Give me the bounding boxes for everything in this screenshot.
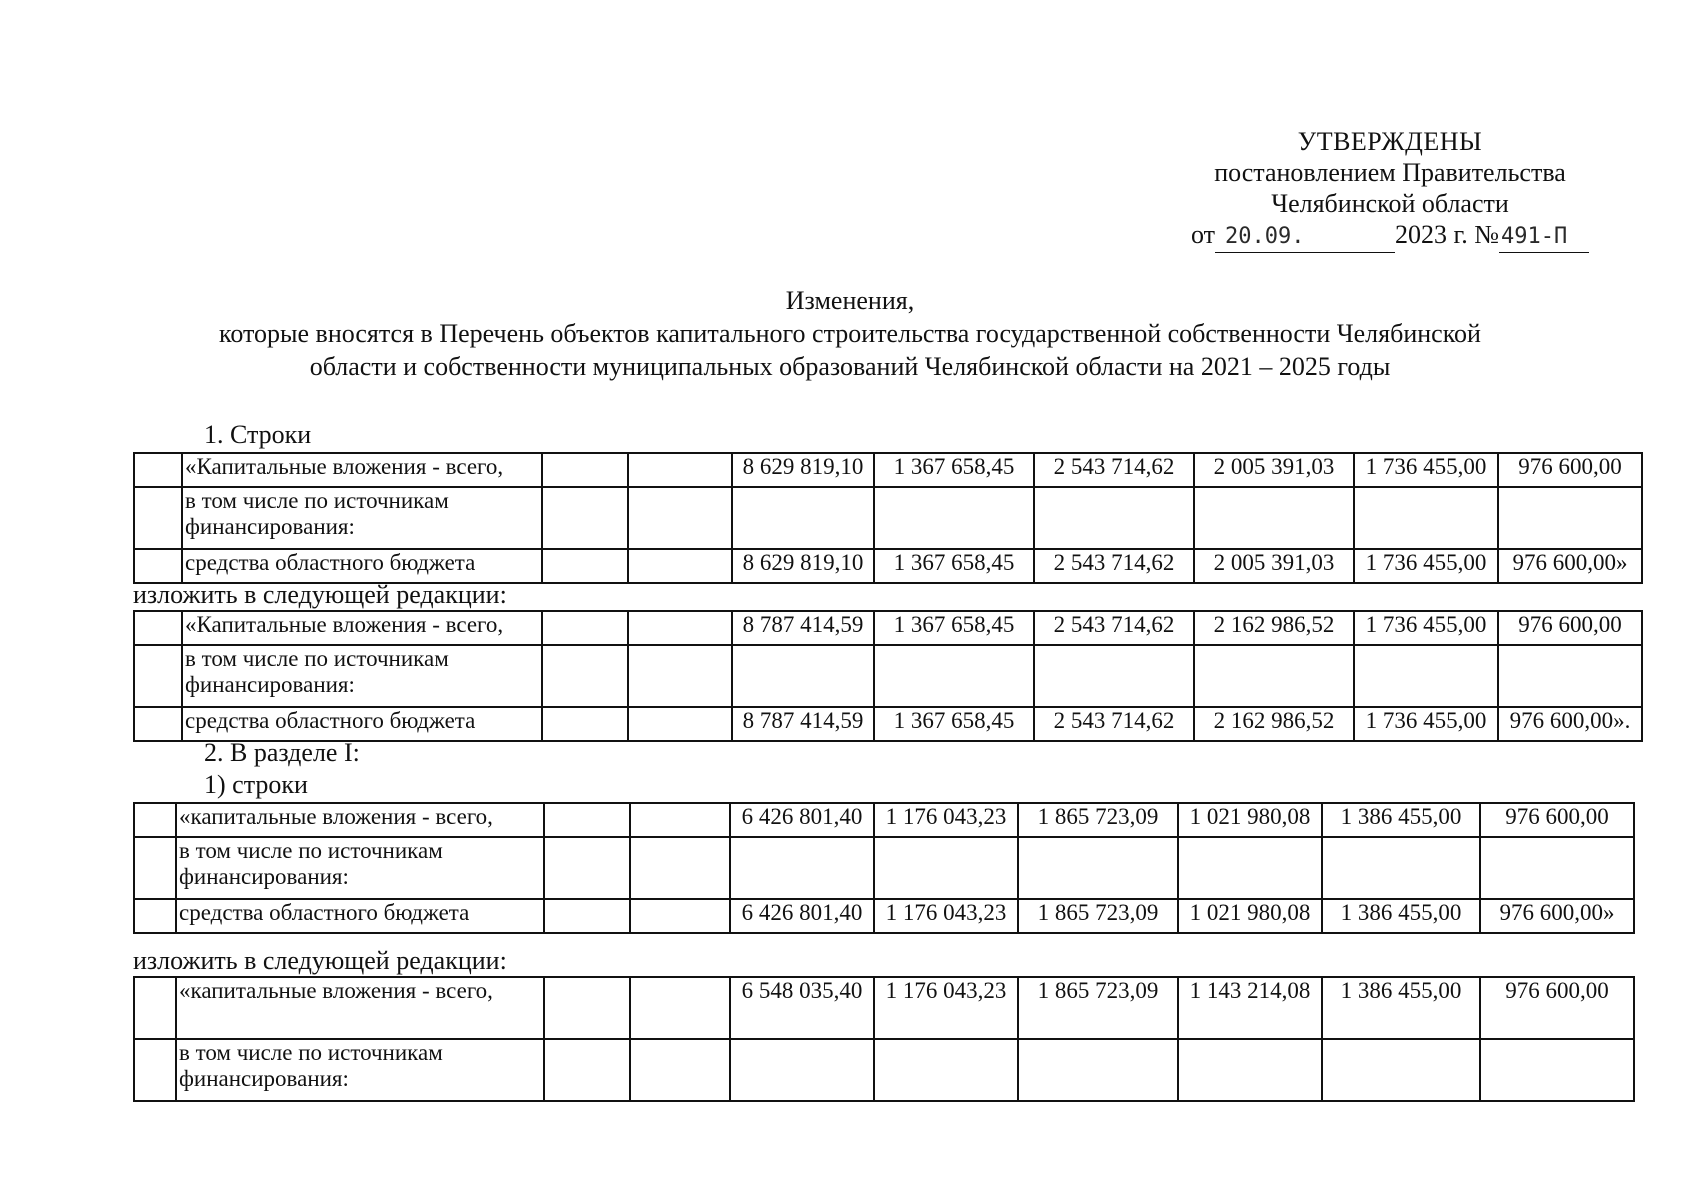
year-value-cell: 2 005 391,03 [1194, 549, 1354, 583]
empty-cell [628, 645, 732, 707]
row-number-cell [134, 707, 182, 741]
empty-cell [628, 611, 732, 645]
year-value-cell [1322, 1039, 1480, 1101]
table-row [134, 803, 1634, 837]
year-value-cell: 1 021 980,08 [1178, 803, 1322, 837]
total-value-cell [732, 487, 874, 549]
row-label-cell: «Капитальные вложения - всего, [182, 611, 542, 645]
approval-line-2: постановлением Правительства [1214, 158, 1566, 187]
total-value-cell [730, 837, 874, 899]
year-value-cell: 976 600,00» [1498, 549, 1642, 583]
empty-cell [542, 707, 628, 741]
table-row [134, 707, 1642, 741]
year-value-cell [1034, 645, 1194, 707]
total-value-cell [730, 1039, 874, 1101]
row-number-cell [134, 1039, 176, 1101]
section-2-replace-label: изложить в следующей редакции: [133, 946, 507, 975]
table-row [134, 977, 1634, 1039]
handwritten-number: 491-П [1499, 221, 1589, 253]
title-line-3: области и собственности муниципальных образований Челябинской области на 2021 – 2025 годы [309, 352, 1391, 381]
year-value-cell: 976 600,00 [1498, 611, 1642, 645]
year-value-cell: 1 736 455,00 [1354, 453, 1498, 487]
year-value-cell: 1 176 043,23 [874, 977, 1018, 1039]
year-value-cell [1498, 487, 1642, 549]
table-row [134, 453, 1642, 487]
table-row [134, 549, 1642, 583]
total-value-cell: 6 548 035,40 [730, 977, 874, 1039]
empty-cell [630, 1039, 730, 1101]
year-value-cell: 1 386 455,00 [1322, 977, 1480, 1039]
empty-cell [542, 645, 628, 707]
document-title [120, 284, 1580, 383]
year-value-cell [1194, 487, 1354, 549]
year-value-cell: 2 005 391,03 [1194, 453, 1354, 487]
row-number-cell [134, 453, 182, 487]
empty-cell [630, 899, 730, 933]
total-value-cell: 6 426 801,40 [730, 803, 874, 837]
year-value-cell: 2 162 986,52 [1194, 707, 1354, 741]
table-row [134, 1039, 1634, 1101]
year-value-cell: 1 021 980,08 [1178, 899, 1322, 933]
year-value-cell: 976 600,00» [1480, 899, 1634, 933]
empty-cell [542, 453, 628, 487]
year-value-cell: 1 386 455,00 [1322, 803, 1480, 837]
empty-cell [628, 707, 732, 741]
total-value-cell: 8 787 414,59 [732, 611, 874, 645]
year-value-cell: 1 736 455,00 [1354, 549, 1498, 583]
from-label: от [1190, 220, 1215, 249]
empty-cell [544, 899, 630, 933]
year-value-cell: 1 367 658,45 [874, 453, 1034, 487]
year-value-cell: 1 386 455,00 [1322, 899, 1480, 933]
year-value-cell: 976 600,00 [1480, 803, 1634, 837]
year-value-cell [1034, 487, 1194, 549]
year-value-cell: 1 865 723,09 [1018, 803, 1178, 837]
table-row [134, 611, 1642, 645]
row-label-cell: «капитальные вложения - всего, [176, 977, 544, 1039]
year-value-cell: 1 176 043,23 [874, 803, 1018, 837]
row-label-cell: средства областного бюджета [182, 549, 542, 583]
year-value-cell [874, 487, 1034, 549]
year-value-cell: 1 865 723,09 [1018, 899, 1178, 933]
number-label: № [1474, 220, 1500, 249]
empty-cell [544, 977, 630, 1039]
empty-cell [630, 837, 730, 899]
year-value-cell: 1 367 658,45 [874, 611, 1034, 645]
table-section2-old [133, 802, 1635, 934]
row-label-cell: «Капитальные вложения - всего, [182, 453, 542, 487]
section-1-label: 1. Строки [204, 420, 312, 449]
table-row [134, 899, 1634, 933]
year-value-cell [874, 645, 1034, 707]
empty-cell [542, 611, 628, 645]
table-row [134, 487, 1642, 549]
year-value-cell: 976 600,00 [1480, 977, 1634, 1039]
total-value-cell [732, 645, 874, 707]
section-2-sublabel: 1) строки [204, 770, 308, 799]
row-label-cell: средства областного бюджета [176, 899, 544, 933]
row-label-cell: «капитальные вложения - всего, [176, 803, 544, 837]
year-label: 2023 г. [1394, 220, 1468, 249]
total-value-cell: 8 787 414,59 [732, 707, 874, 741]
total-value-cell: 8 629 819,10 [732, 549, 874, 583]
year-value-cell: 2 543 714,62 [1034, 611, 1194, 645]
year-value-cell [874, 1039, 1018, 1101]
year-value-cell: 2 162 986,52 [1194, 611, 1354, 645]
year-value-cell [1498, 645, 1642, 707]
empty-cell [542, 487, 628, 549]
table-row [134, 837, 1634, 899]
title-line-1: Изменения, [785, 286, 915, 315]
row-label-cell: средства областного бюджета [182, 707, 542, 741]
title-line-2: которые вносятся в Перечень объектов капитального строительства государственной собственности Челябинской [219, 319, 1481, 348]
year-value-cell [1178, 1039, 1322, 1101]
section-1-replace-label: изложить в следующей редакции: [133, 580, 507, 609]
table-section1-old [133, 452, 1643, 584]
empty-cell [630, 977, 730, 1039]
year-value-cell: 1 736 455,00 [1354, 611, 1498, 645]
row-number-cell [134, 899, 176, 933]
year-value-cell: 1 367 658,45 [874, 707, 1034, 741]
year-value-cell [1480, 837, 1634, 899]
year-value-cell [1194, 645, 1354, 707]
year-value-cell [1322, 837, 1480, 899]
empty-cell [544, 1039, 630, 1101]
empty-cell [542, 549, 628, 583]
year-value-cell: 2 543 714,62 [1034, 453, 1194, 487]
table-section1-new [133, 610, 1643, 742]
table-section2-new [133, 976, 1635, 1102]
year-value-cell [1018, 1039, 1178, 1101]
row-number-cell [134, 645, 182, 707]
row-number-cell [134, 611, 182, 645]
total-value-cell: 6 426 801,40 [730, 899, 874, 933]
year-value-cell [1018, 837, 1178, 899]
year-value-cell: 1 865 723,09 [1018, 977, 1178, 1039]
row-label-cell: в том числе по источникам финансирования: [182, 645, 542, 707]
year-value-cell [1354, 487, 1498, 549]
row-number-cell [134, 803, 176, 837]
row-label-cell: в том числе по источникам финансирования: [176, 837, 544, 899]
year-value-cell: 2 543 714,62 [1034, 707, 1194, 741]
empty-cell [628, 549, 732, 583]
total-value-cell: 8 629 819,10 [732, 453, 874, 487]
row-label-cell: в том числе по источникам финансирования: [176, 1039, 544, 1101]
year-value-cell: 1 176 043,23 [874, 899, 1018, 933]
year-value-cell [1354, 645, 1498, 707]
row-number-cell [134, 837, 176, 899]
empty-cell [544, 803, 630, 837]
year-value-cell: 1 367 658,45 [874, 549, 1034, 583]
row-number-cell [134, 549, 182, 583]
year-value-cell [1480, 1039, 1634, 1101]
approval-block [1180, 126, 1600, 253]
empty-cell [628, 453, 732, 487]
row-label-cell: в том числе по источникам финансирования: [182, 487, 542, 549]
year-value-cell: 1 736 455,00 [1354, 707, 1498, 741]
year-value-cell: 976 600,00». [1498, 707, 1642, 741]
year-value-cell: 2 543 714,62 [1034, 549, 1194, 583]
row-number-cell [134, 487, 182, 549]
empty-cell [630, 803, 730, 837]
handwritten-date: 20.09. [1215, 221, 1395, 253]
table-row [134, 645, 1642, 707]
year-value-cell: 976 600,00 [1498, 453, 1642, 487]
approval-date-line [1180, 219, 1600, 253]
year-value-cell: 1 143 214,08 [1178, 977, 1322, 1039]
year-value-cell [1178, 837, 1322, 899]
year-value-cell [874, 837, 1018, 899]
section-2-label: 2. В разделе I: [204, 738, 360, 767]
empty-cell [628, 487, 732, 549]
approval-line-3: Челябинской области [1271, 189, 1509, 218]
row-number-cell [134, 977, 176, 1039]
empty-cell [544, 837, 630, 899]
approval-heading: УТВЕРЖДЕНЫ [1297, 127, 1483, 156]
